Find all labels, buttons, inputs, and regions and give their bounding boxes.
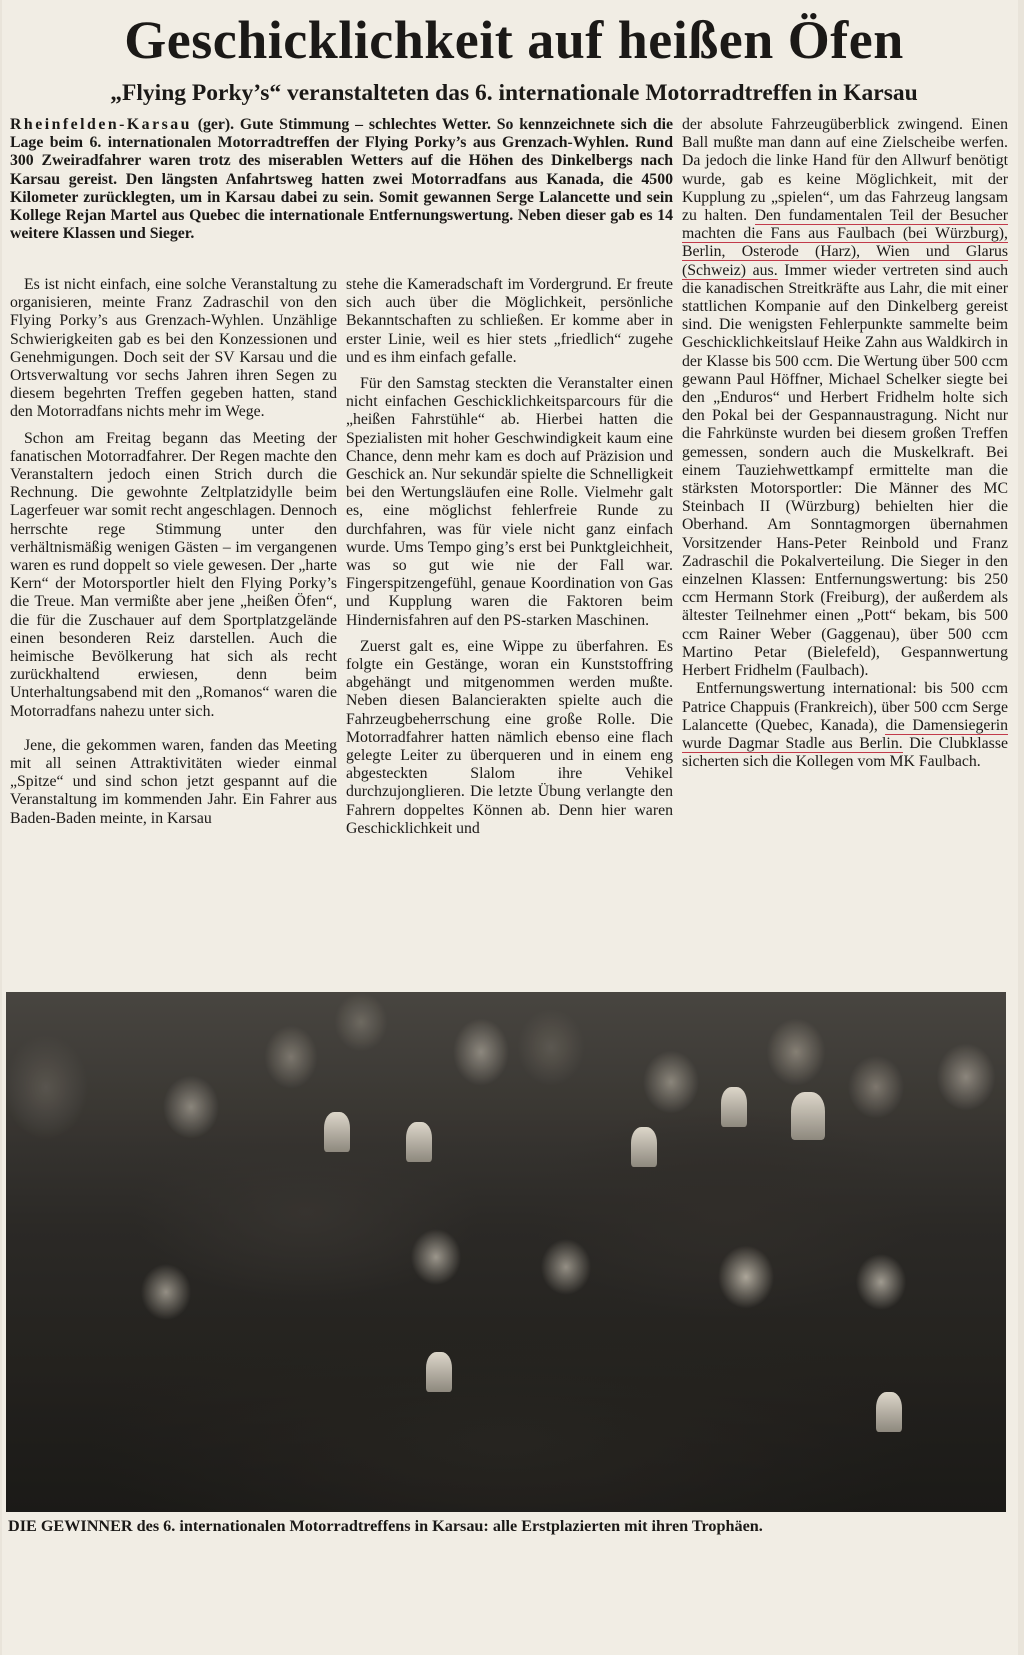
article-paragraph: stehe die Kameradschaft im Vordergrund. Er freute sich auch über die Möglichkeit, persönliche Bekanntschaften zu schließen. Er komme aber in erster Linie, weil es hier stets „friedlich“ zugehe und es ihm einfach gefalle. bbox=[346, 276, 673, 366]
text-run: Immer wieder vertreten sind auch die kanadischen Streitkräfte aus Lahr, die mit einer stattlichen Kompanie auf den Dinkelberg gereist sind. Die wenigsten Fehlerpunkte sammelte beim Geschicklichkeitslauf Heike Zahn aus Waldkirch in der Klasse bis 500 ccm. Die Wertung über 500 ccm gewann Paul Höffner, Michael Schelker siegte bei den „Enduros“ und Herbert Fridhelm holte sich den Pokal bei der Gespannaustragung. Nicht nur die Fahrkünste wurden bei diesem großen Treffen gemessen, sondern auch die Muskelkraft. Bei einem Tauziehwettkampf ermittelte man die stärksten Motorsportler: Die Männer des MC Steinbach II (Würzburg) behielten hier die Oberhand. Am Sonntagmorgen übernahmen Vorsitzender Hans-Peter Reinbold und Franz Zadraschil die Pokalverteilung. Die Sieger in den einzelnen Klassen: Entfernungswertung: bis 250 ccm Hermann Stork (Freiburg), der außerdem als ältester Teilnehmer einen „Pott“ bekam, bis 500 ccm Rainer Weber (Gaggenau), über 500 ccm Martino Petar (Bielefeld), Gespannwertung Herbert Fridhelm (Faulbach). bbox=[682, 261, 1008, 680]
headline: Geschicklichkeit auf heißen Öfen bbox=[124, 10, 904, 70]
photo-caption bbox=[8, 1516, 1008, 1536]
article-column-3 bbox=[682, 116, 1008, 771]
subheadline: „Flying Porky’s“ veranstalteten das 6. internationale Motorradtreffen in Karsau bbox=[110, 80, 918, 106]
trophy-image bbox=[426, 1352, 452, 1392]
caption-lead: DIE GEWINNER bbox=[8, 1517, 133, 1535]
text-run: Entfernungswertung international: bis 500 ccm Patrice Chappuis (Frankreich), über 500 ccm Serge Lalancette (Quebec, Kanada), bbox=[682, 680, 1008, 734]
dateline: Rheinfelden-Karsau bbox=[10, 116, 192, 133]
trophy-image bbox=[324, 1112, 350, 1152]
article-paragraph: Zuerst galt es, eine Wippe zu überfahren. Es folgte ein Gestänge, woran ein Kunststoffring abgehängt und mitgenommen werden mußte. Neben diesen Balancierakten spielte auch die Fahrzeugbeherrschung eine große Rolle. Die Motorradfahrer hatten nämlich ebenso eine flach gelegte Leiter zu überqueren und in einem eng abgesteckten Slalom ihre Vehikel durchzujonglieren. Die letzte Übung verlangte den Fahrern doppeltes Können ab. Denn hier waren Geschicklichkeit und bbox=[346, 637, 673, 837]
article-column-1 bbox=[10, 276, 337, 828]
lead-text: (ger). Gute Stimmung – schlechtes Wetter. So kennzeichnete sich die Lage beim 6. internationalen Motorradtreffen der Flying Porky’s aus Grenzach-Wyhlen. Rund 300 Zweiradfahrer waren trotz des miserablen Wetters auf die Höhen des Dinkelbergs nach Karsau gereist. Den längsten Anfahrtsweg hatten zwei Motorradfans aus Kanada, die 4500 Kilometer zurücklegten, um in Karsau dabei zu sein. Somit gewannen Serge Lalancette und sein Kollege Rejan Martel aus Quebec die internationale Entfernungswertung. Neben dieser gab es 14 weitere Klassen und Sieger. bbox=[10, 116, 673, 243]
trophy-image bbox=[791, 1092, 825, 1140]
lead-paragraph bbox=[10, 116, 673, 243]
article-paragraph: Schon am Freitag begann das Meeting der fanatischen Motorradfahrer. Der Regen machte den Veranstaltern jedoch einen Strich durch die Rechnung. Die gewohnte Zeltplatzidylle beim Lagerfeuer war somit recht angeschlagen. Dennoch herrschte rege Stimmung unter den verhältnismäßig wenigen Gästen – im vergangenen waren es rund doppelt so viele gewesen. Der „harte Kern“ der Motorsportler hielt den Flying Porky’s die Treue. Man vermißte aber jene „heißen Öfen“, die für die Zuschauer auf dem Sportplatzgelände einen besonderen Reiz darstellen. Auch die heimische Bevölkerung hat sich als recht zurückhaltend erwiesen, denn beim Unterhaltungsabend mit den „Romanos“ waren die Motorradfans nahezu unter sich. bbox=[10, 429, 337, 720]
article-paragraph bbox=[682, 680, 1008, 771]
trophy-image bbox=[876, 1392, 902, 1432]
underlined-passage: Den fundamentalen Teil der Besucher machten die Fans aus Faulbach (bei Würzburg), Berlin, Osterode (Harz), Wien und Glarus (Schweiz) aus. bbox=[682, 207, 1008, 279]
article-paragraph: Für den Samstag steckten die Veranstalter einen nicht einfachen Geschicklichkeitsparcours für die „heißen Fahrstühle“ ab. Hierbei hatten die Spezialisten mit hoher Geschwindigkeit kaum eine Chance, denn mehr kam es doch auf Präzision und Geschick an. Nur sekundär spielte die Schnelligkeit bei den Wertungsläufen eine Rolle. Vielmehr galt es, eine möglichst fehlerfreie Runde zu durchfahren, was für viele nicht ganz einfach wurde. Ums Tempo ging’s erst bei Punktgleichheit, was so gut wie nie der Fall war. Fingerspitzengefühl, genaue Koordination von Gas und Kupplung waren die Faktoren beim Hindernisfahren auf den PS-starken Maschinen. bbox=[346, 375, 673, 629]
article-column-2 bbox=[346, 276, 673, 838]
article-paragraph: Es ist nicht einfach, eine solche Veranstaltung zu organisieren, meinte Franz Zadraschil von den Flying Porky’s aus Grenzach-Wyhlen. Unzählige Schwierigkeiten gab es bei den Konzessionen und Genehmigungen. Doch seit der SV Karsau und die Ortsverwaltung vor sechs Jahren ihren Segen zu diesem begehrten Treffen gegeben hatten, stand den Motorradfans nichts mehr im Wege. bbox=[10, 276, 337, 421]
article-paragraph: Jene, die gekommen waren, fanden das Meeting mit all seinen Attraktivitäten wieder einmal „Spitze“ und sind schon jetzt gespannt auf die Veranstaltung im kommenden Jahr. Ein Fahrer aus Baden-Baden meinte, in Karsau bbox=[10, 736, 337, 827]
trophy-image bbox=[631, 1127, 657, 1167]
trophy-image bbox=[721, 1087, 747, 1127]
trophy-image bbox=[406, 1122, 432, 1162]
text-run: Die Clubklasse sicherten sich die Kollegen vom MK Faulbach. bbox=[682, 734, 1008, 771]
article-paragraph bbox=[682, 116, 1008, 680]
caption-text: des 6. internationalen Motorradtreffens in Karsau: alle Erstplazierten mit ihren Trophäen. bbox=[132, 1517, 763, 1535]
newspaper-clipping bbox=[2, 0, 1018, 1655]
underlined-passage: die Damensiegerin wurde Dagmar Stadle aus Berlin. bbox=[682, 716, 1008, 752]
text-run: der absolute Fahrzeugüberblick zwingend. Einen Ball mußte man dann auf eine Zielscheibe werfen. Da jedoch die linke Hand für den Allwurf benötigt wurde, gab es keine Möglichkeit, mit der Kupplung zu „spielen“, um das Fahrzeug langsam zu halten. bbox=[682, 116, 1008, 225]
group-photo bbox=[6, 992, 1006, 1512]
